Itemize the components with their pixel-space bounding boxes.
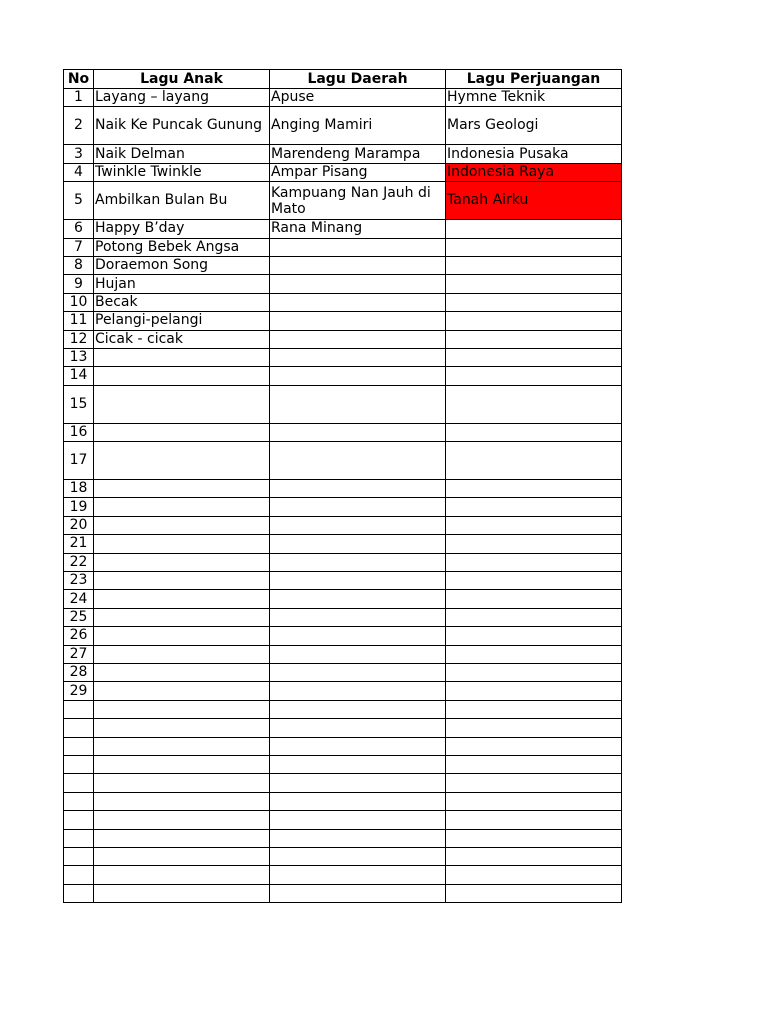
- cell-lagu-daerah[interactable]: [270, 480, 446, 498]
- cell-lagu-anak[interactable]: [94, 572, 270, 590]
- cell-no[interactable]: 29: [64, 682, 94, 700]
- cell-lagu-daerah[interactable]: [270, 627, 446, 645]
- cell-lagu-daerah[interactable]: [270, 516, 446, 534]
- cell-lagu-anak[interactable]: [94, 700, 270, 718]
- cell-lagu-daerah[interactable]: [270, 682, 446, 700]
- cell-no[interactable]: 6: [64, 220, 94, 238]
- cell-lagu-anak[interactable]: Naik Ke Puncak Gunung: [94, 107, 270, 145]
- cell-lagu-daerah[interactable]: [270, 737, 446, 755]
- cell-lagu-anak[interactable]: [94, 847, 270, 865]
- cell-lagu-perjuangan[interactable]: [446, 755, 622, 773]
- cell-lagu-perjuangan[interactable]: [446, 423, 622, 441]
- cell-lagu-perjuangan[interactable]: [446, 312, 622, 330]
- cell-lagu-daerah[interactable]: Ampar Pisang: [270, 163, 446, 181]
- cell-lagu-anak[interactable]: [94, 866, 270, 884]
- table-row: [64, 367, 622, 385]
- cell-lagu-perjuangan[interactable]: [446, 811, 622, 829]
- table-row: [64, 755, 622, 773]
- cell-lagu-daerah[interactable]: [270, 275, 446, 293]
- cell-lagu-daerah[interactable]: [270, 811, 446, 829]
- cell-no[interactable]: 25: [64, 608, 94, 626]
- cell-lagu-perjuangan[interactable]: [446, 535, 622, 553]
- cell-no[interactable]: [64, 774, 94, 792]
- cell-no[interactable]: 28: [64, 663, 94, 681]
- cell-lagu-daerah[interactable]: [270, 700, 446, 718]
- cell-no[interactable]: 11: [64, 312, 94, 330]
- cell-lagu-daerah[interactable]: Rana Minang: [270, 220, 446, 238]
- cell-lagu-anak[interactable]: [94, 367, 270, 385]
- cell-lagu-perjuangan[interactable]: [446, 884, 622, 902]
- table-row: [64, 348, 622, 366]
- cell-lagu-daerah[interactable]: [270, 866, 446, 884]
- table-row: [64, 480, 622, 498]
- cell-lagu-perjuangan[interactable]: [446, 829, 622, 847]
- cell-lagu-perjuangan[interactable]: Tanah Airku: [446, 182, 622, 220]
- cell-lagu-perjuangan[interactable]: [446, 498, 622, 516]
- cell-lagu-daerah[interactable]: [270, 330, 446, 348]
- cell-lagu-daerah[interactable]: [270, 645, 446, 663]
- cell-no[interactable]: 23: [64, 572, 94, 590]
- cell-lagu-anak[interactable]: [94, 385, 270, 423]
- cell-lagu-perjuangan[interactable]: [446, 442, 622, 480]
- cell-no[interactable]: 17: [64, 442, 94, 480]
- cell-no[interactable]: [64, 866, 94, 884]
- cell-lagu-anak[interactable]: [94, 682, 270, 700]
- cell-lagu-daerah[interactable]: [270, 572, 446, 590]
- table-row: [64, 220, 622, 238]
- cell-no[interactable]: 20: [64, 516, 94, 534]
- cell-lagu-daerah[interactable]: [270, 884, 446, 902]
- cell-lagu-daerah[interactable]: [270, 608, 446, 626]
- song-table: [63, 69, 622, 903]
- cell-lagu-perjuangan[interactable]: [446, 553, 622, 571]
- cell-lagu-anak[interactable]: [94, 663, 270, 681]
- header-no: No: [64, 70, 94, 89]
- cell-lagu-anak[interactable]: [94, 423, 270, 441]
- cell-lagu-daerah[interactable]: Anging Mamiri: [270, 107, 446, 145]
- table-row: [64, 590, 622, 608]
- cell-no[interactable]: 22: [64, 553, 94, 571]
- cell-no[interactable]: 27: [64, 645, 94, 663]
- cell-lagu-daerah[interactable]: [270, 498, 446, 516]
- cell-lagu-perjuangan[interactable]: [446, 608, 622, 626]
- cell-lagu-anak[interactable]: Hujan: [94, 275, 270, 293]
- cell-no[interactable]: 15: [64, 385, 94, 423]
- cell-lagu-perjuangan[interactable]: [446, 480, 622, 498]
- table-row: [64, 442, 622, 480]
- cell-lagu-perjuangan[interactable]: Mars Geologi: [446, 107, 622, 145]
- cell-no[interactable]: 2: [64, 107, 94, 145]
- cell-lagu-perjuangan[interactable]: [446, 774, 622, 792]
- table-row: [64, 256, 622, 274]
- cell-lagu-anak[interactable]: [94, 553, 270, 571]
- cell-lagu-anak[interactable]: Becak: [94, 293, 270, 311]
- cell-no[interactable]: 9: [64, 275, 94, 293]
- cell-lagu-anak[interactable]: [94, 792, 270, 810]
- cell-no[interactable]: 7: [64, 238, 94, 256]
- cell-lagu-daerah[interactable]: [270, 256, 446, 274]
- cell-lagu-anak[interactable]: Ambilkan Bulan Bu: [94, 182, 270, 220]
- table-row: [64, 608, 622, 626]
- cell-lagu-perjuangan[interactable]: [446, 792, 622, 810]
- cell-lagu-perjuangan[interactable]: [446, 516, 622, 534]
- table-row: [64, 645, 622, 663]
- cell-lagu-daerah[interactable]: [270, 663, 446, 681]
- cell-no[interactable]: 1: [64, 89, 94, 107]
- cell-lagu-daerah[interactable]: [270, 553, 446, 571]
- cell-no[interactable]: [64, 847, 94, 865]
- cell-lagu-anak[interactable]: [94, 516, 270, 534]
- table-row: [64, 330, 622, 348]
- cell-lagu-daerah[interactable]: [270, 755, 446, 773]
- cell-lagu-anak[interactable]: [94, 829, 270, 847]
- cell-lagu-anak[interactable]: Doraemon Song: [94, 256, 270, 274]
- table-row: [64, 682, 622, 700]
- cell-no[interactable]: [64, 884, 94, 902]
- cell-lagu-anak[interactable]: Happy B’day: [94, 220, 270, 238]
- table-row: [64, 627, 622, 645]
- cell-no[interactable]: 12: [64, 330, 94, 348]
- cell-no[interactable]: 3: [64, 145, 94, 163]
- cell-no[interactable]: 26: [64, 627, 94, 645]
- cell-no[interactable]: 4: [64, 163, 94, 181]
- cell-lagu-daerah[interactable]: [270, 423, 446, 441]
- table-row: [64, 829, 622, 847]
- cell-lagu-anak[interactable]: Cicak - cicak: [94, 330, 270, 348]
- cell-lagu-perjuangan[interactable]: [446, 220, 622, 238]
- table-row: [64, 553, 622, 571]
- cell-no[interactable]: 8: [64, 256, 94, 274]
- table-row: [64, 774, 622, 792]
- cell-no[interactable]: 10: [64, 293, 94, 311]
- table-row: [64, 89, 622, 107]
- table-body: [64, 89, 622, 903]
- cell-no[interactable]: 18: [64, 480, 94, 498]
- cell-no[interactable]: 24: [64, 590, 94, 608]
- cell-lagu-anak[interactable]: Pelangi-pelangi: [94, 312, 270, 330]
- cell-lagu-perjuangan[interactable]: Indonesia Raya: [446, 163, 622, 181]
- cell-lagu-anak[interactable]: Twinkle Twinkle: [94, 163, 270, 181]
- table-row: [64, 182, 622, 220]
- cell-lagu-daerah[interactable]: [270, 590, 446, 608]
- cell-lagu-perjuangan[interactable]: Hymne Teknik: [446, 89, 622, 107]
- cell-lagu-anak[interactable]: [94, 774, 270, 792]
- cell-no[interactable]: 14: [64, 367, 94, 385]
- header-lagu-daerah: Lagu Daerah: [270, 70, 446, 89]
- table-row: [64, 312, 622, 330]
- table-row: [64, 792, 622, 810]
- cell-lagu-daerah[interactable]: [270, 442, 446, 480]
- table-row: [64, 737, 622, 755]
- cell-lagu-perjuangan[interactable]: [446, 367, 622, 385]
- cell-lagu-anak[interactable]: [94, 442, 270, 480]
- table-row: [64, 719, 622, 737]
- cell-lagu-anak[interactable]: [94, 627, 270, 645]
- cell-lagu-daerah[interactable]: [270, 348, 446, 366]
- cell-lagu-anak[interactable]: [94, 737, 270, 755]
- cell-lagu-anak[interactable]: [94, 811, 270, 829]
- cell-lagu-perjuangan[interactable]: [446, 238, 622, 256]
- cell-lagu-perjuangan[interactable]: [446, 256, 622, 274]
- cell-lagu-daerah[interactable]: [270, 774, 446, 792]
- cell-lagu-daerah[interactable]: [270, 312, 446, 330]
- cell-lagu-daerah[interactable]: [270, 367, 446, 385]
- cell-lagu-daerah[interactable]: [270, 847, 446, 865]
- cell-lagu-perjuangan[interactable]: [446, 719, 622, 737]
- cell-lagu-daerah[interactable]: [270, 792, 446, 810]
- cell-lagu-anak[interactable]: Potong Bebek Angsa: [94, 238, 270, 256]
- table-row: [64, 572, 622, 590]
- cell-lagu-anak[interactable]: [94, 645, 270, 663]
- cell-lagu-anak[interactable]: [94, 719, 270, 737]
- cell-lagu-daerah[interactable]: [270, 829, 446, 847]
- table-row: [64, 385, 622, 423]
- header-lagu-perjuangan: Lagu Perjuangan: [446, 70, 622, 89]
- table-row: [64, 866, 622, 884]
- cell-no[interactable]: 16: [64, 423, 94, 441]
- table-row: [64, 535, 622, 553]
- table-row: [64, 884, 622, 902]
- cell-lagu-anak[interactable]: [94, 884, 270, 902]
- table-row: [64, 498, 622, 516]
- table-row: [64, 700, 622, 718]
- cell-no[interactable]: [64, 792, 94, 810]
- cell-no[interactable]: 5: [64, 182, 94, 220]
- cell-lagu-perjuangan[interactable]: [446, 385, 622, 423]
- cell-lagu-perjuangan[interactable]: [446, 682, 622, 700]
- cell-no[interactable]: [64, 737, 94, 755]
- cell-no[interactable]: 21: [64, 535, 94, 553]
- cell-lagu-anak[interactable]: [94, 755, 270, 773]
- header-lagu-anak: Lagu Anak: [94, 70, 270, 89]
- table-row: [64, 163, 622, 181]
- table-row: [64, 423, 622, 441]
- table-row: [64, 516, 622, 534]
- cell-lagu-daerah[interactable]: Marendeng Marampa: [270, 145, 446, 163]
- table-row: [64, 107, 622, 145]
- cell-no[interactable]: [64, 700, 94, 718]
- cell-no[interactable]: [64, 811, 94, 829]
- cell-lagu-perjuangan[interactable]: [446, 330, 622, 348]
- cell-lagu-daerah[interactable]: Apuse: [270, 89, 446, 107]
- cell-lagu-daerah[interactable]: [270, 719, 446, 737]
- cell-lagu-perjuangan[interactable]: [446, 275, 622, 293]
- cell-no[interactable]: [64, 829, 94, 847]
- header-row: [64, 70, 622, 89]
- cell-lagu-daerah[interactable]: [270, 293, 446, 311]
- table-row: [64, 847, 622, 865]
- cell-no[interactable]: 13: [64, 348, 94, 366]
- cell-lagu-anak[interactable]: [94, 348, 270, 366]
- cell-lagu-anak[interactable]: Layang – layang: [94, 89, 270, 107]
- cell-lagu-daerah[interactable]: [270, 238, 446, 256]
- cell-lagu-perjuangan[interactable]: [446, 572, 622, 590]
- cell-lagu-anak[interactable]: [94, 498, 270, 516]
- cell-lagu-perjuangan[interactable]: [446, 847, 622, 865]
- cell-lagu-daerah[interactable]: [270, 385, 446, 423]
- cell-lagu-anak[interactable]: [94, 590, 270, 608]
- table-row: [64, 293, 622, 311]
- cell-no[interactable]: 19: [64, 498, 94, 516]
- cell-no[interactable]: [64, 719, 94, 737]
- table-row: [64, 663, 622, 681]
- table-row: [64, 275, 622, 293]
- cell-lagu-perjuangan[interactable]: [446, 737, 622, 755]
- table-row: [64, 238, 622, 256]
- cell-lagu-perjuangan[interactable]: [446, 348, 622, 366]
- cell-lagu-perjuangan[interactable]: [446, 293, 622, 311]
- cell-lagu-perjuangan[interactable]: [446, 700, 622, 718]
- table-row: [64, 145, 622, 163]
- cell-lagu-daerah[interactable]: [270, 535, 446, 553]
- cell-lagu-anak[interactable]: [94, 535, 270, 553]
- cell-lagu-anak[interactable]: [94, 480, 270, 498]
- table-row: [64, 811, 622, 829]
- cell-no[interactable]: [64, 755, 94, 773]
- cell-lagu-anak[interactable]: Naik Delman: [94, 145, 270, 163]
- cell-lagu-perjuangan[interactable]: [446, 645, 622, 663]
- cell-lagu-perjuangan[interactable]: [446, 627, 622, 645]
- cell-lagu-perjuangan[interactable]: [446, 590, 622, 608]
- cell-lagu-anak[interactable]: [94, 608, 270, 626]
- cell-lagu-perjuangan[interactable]: [446, 663, 622, 681]
- cell-lagu-perjuangan[interactable]: Indonesia Pusaka: [446, 145, 622, 163]
- cell-lagu-perjuangan[interactable]: [446, 866, 622, 884]
- cell-lagu-daerah[interactable]: Kampuang Nan Jauh di Mato: [270, 182, 446, 220]
